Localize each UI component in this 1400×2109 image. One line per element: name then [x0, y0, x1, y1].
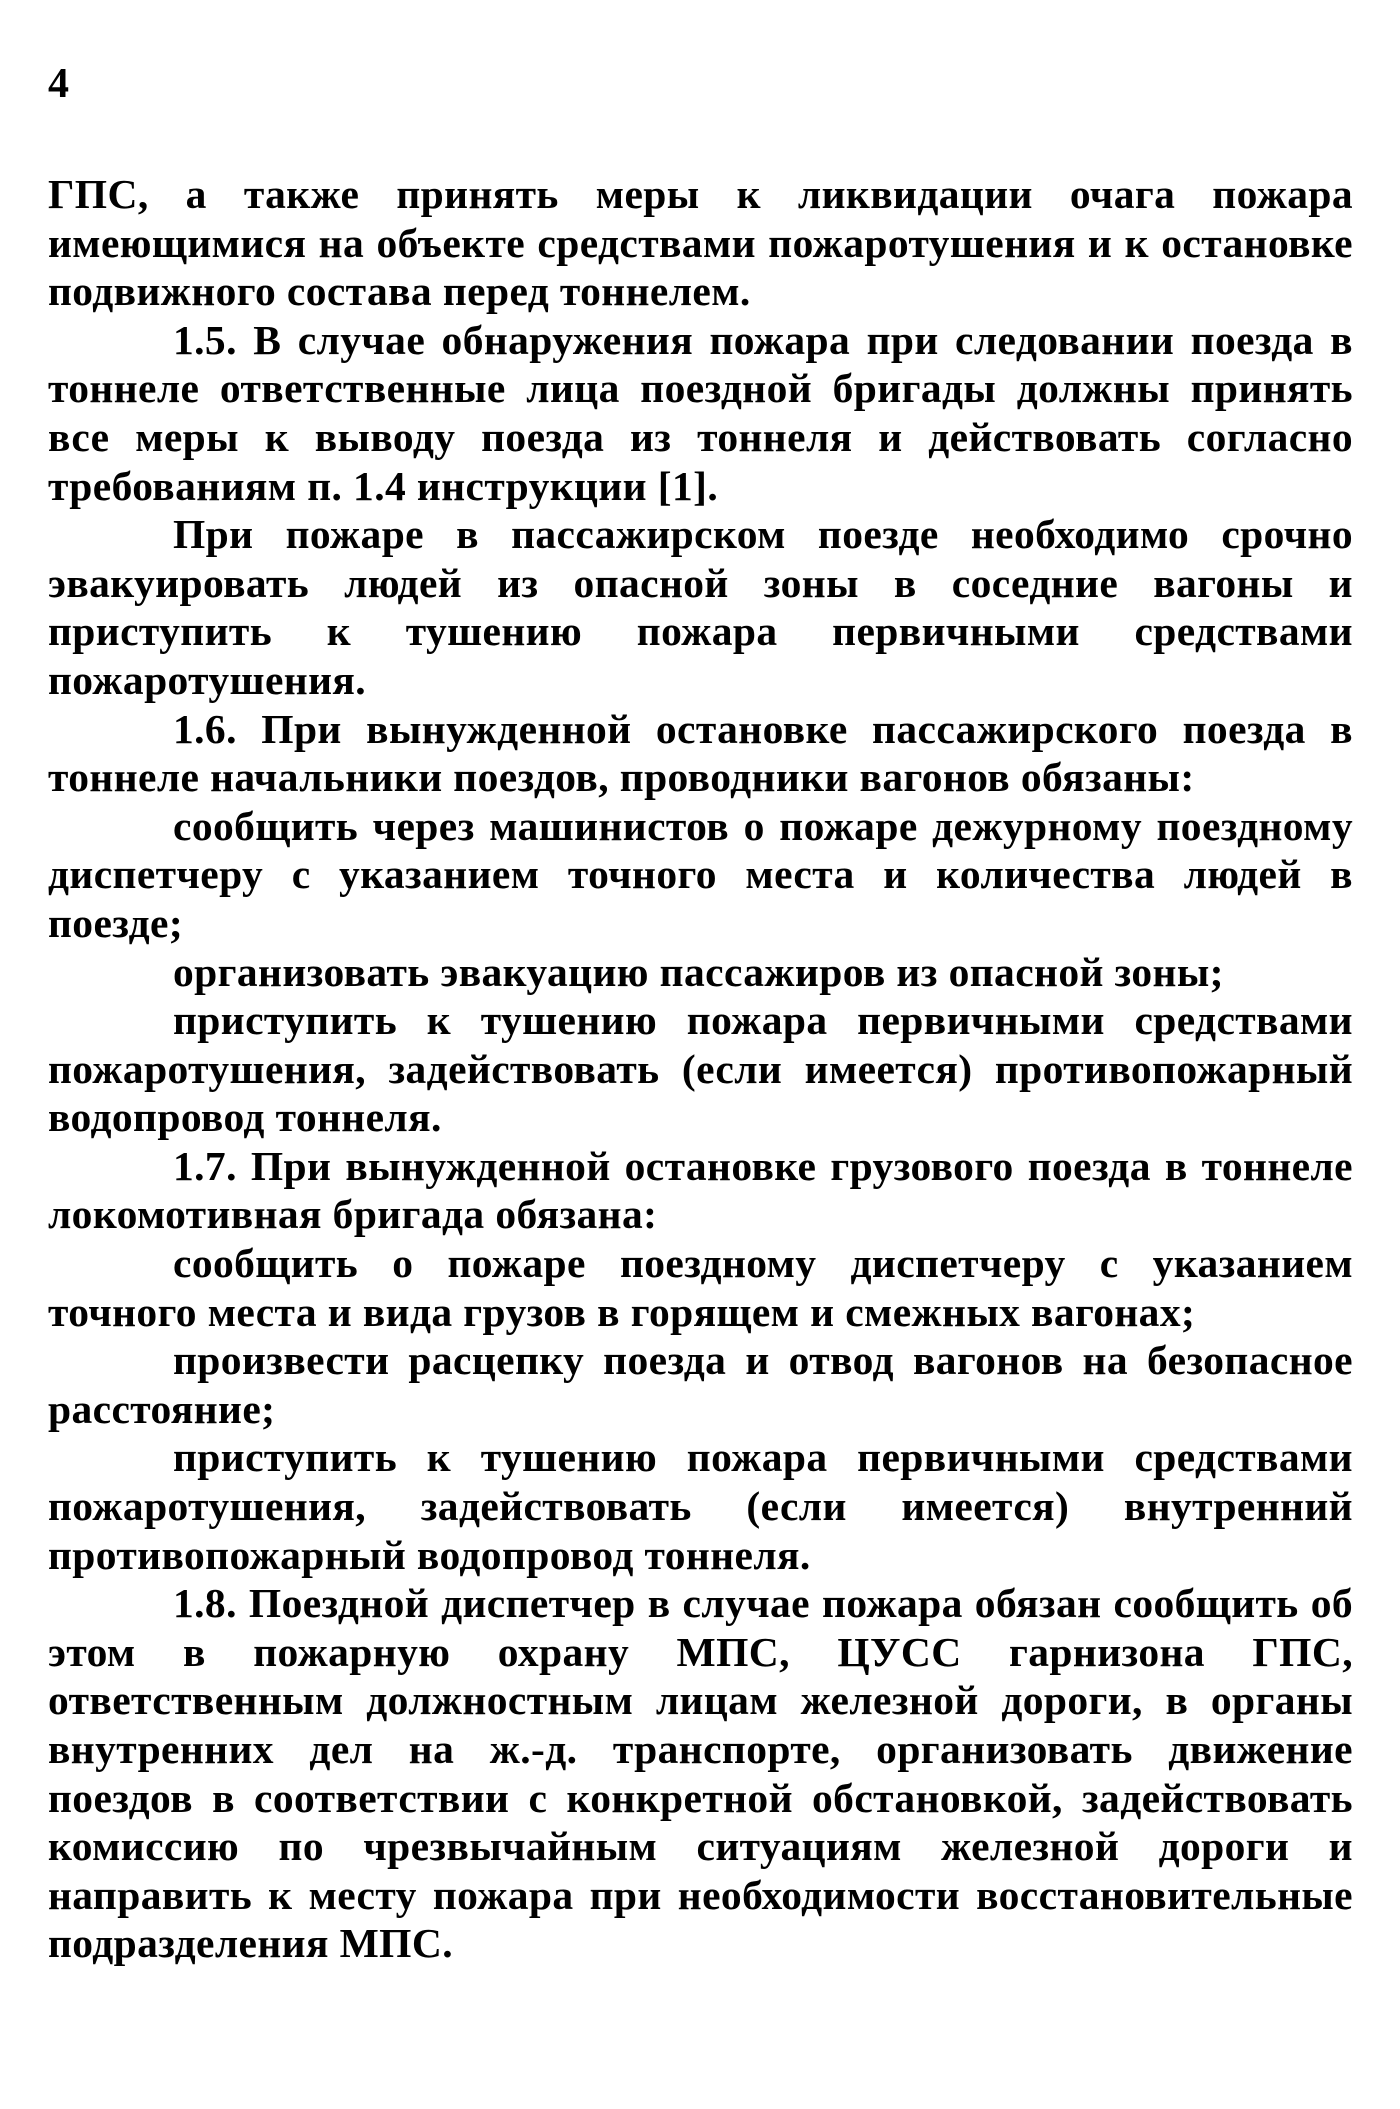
paragraph-1-7: 1.7. При вынужденной остановке грузового поезда в тоннеле локомотивная бригада обязана: — [48, 1142, 1353, 1238]
paragraph-1-6-item-1: сообщить через машинистов о пожаре дежурному поездному диспетчеру с указанием точного места и количества людей в поезде; — [48, 802, 1353, 946]
paragraph-1-6-item-3: приступить к тушению пожара первичными средствами пожаротушения, задействовать (если имеется) противопожарный водопровод тоннеля. — [48, 997, 1353, 1141]
paragraph-1-8: 1.8. Поездной диспетчер в случае пожара обязан сообщить об этом в пожарную охрану МПС, ЦУСС гарнизона ГПС, ответственным должностным лицам железной дороги, в органы внутренних дел на ж.-д. транспорте, организовать движение поездов в соответствии с конкретной обстановкой, задействовать комиссию по чрезвычайным ситуациям железной дороги и направить к месту пожара при необходимости восстановительные подразделения МПС. — [48, 1580, 1353, 1967]
page-number: 4 — [48, 61, 70, 107]
paragraph-continuation: ГПС, а также принять меры к ликвидации очага пожара имеющимися на объекте средствами пожаротушения и к остановке подвижного состава перед тоннелем. — [48, 171, 1353, 315]
paragraph-1-7-item-1: сообщить о пожаре поездному диспетчеру с указанием точного места и вида грузов в горящем и смежных вагонах; — [48, 1240, 1353, 1335]
paragraph-1-6: 1.6. При вынужденной остановке пассажирского поезда в тоннеле начальники поездов, проводники вагонов обязаны: — [48, 705, 1353, 801]
paragraph-1-7-item-2: произвести расцепку поезда и отвод вагонов на безопасное расстояние; — [48, 1337, 1353, 1432]
paragraph-1-7-item-3: приступить к тушению пожара первичными средствами пожаротушения, задействовать (если имеется) внутренний противопожарный водопровод тоннеля. — [48, 1434, 1353, 1578]
paragraph-1-5: 1.5. В случае обнаружения пожара при следовании поезда в тоннеле ответственные лица поездной бригады должны принять все меры к выводу поезда из тоннеля и действовать согласно требованиям п. 1.4 инструкции [1]. — [48, 316, 1353, 509]
document-page — [48, 60, 1353, 1968]
paragraph-passenger-fire: При пожаре в пассажирском поезде необходимо срочно эвакуировать людей из опасной зоны в соседние вагоны и приступить к тушению пожара первичными средствами пожаротушения. — [48, 511, 1353, 703]
paragraph-1-6-item-2: организовать эвакуацию пассажиров из опасной зоны; — [173, 948, 1224, 995]
